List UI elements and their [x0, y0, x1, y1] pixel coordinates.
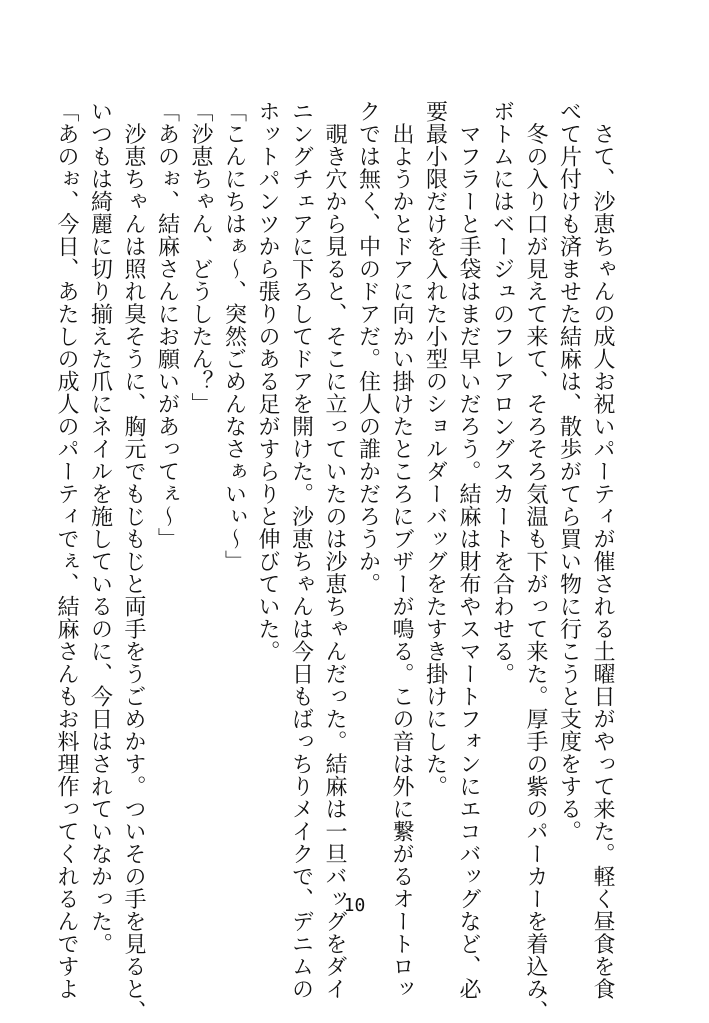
text-line: 冬の入り口が見えて来て、そろそろ気温も下がって来た。厚手の紫のパーカーを着込み、 [523, 100, 548, 1023]
text-line: 出ようかとドアに向かい掛けたところにブザーが鳴る。この音は外に繋がるオートロッ [389, 100, 414, 1000]
text-line: 「あのぉ、結麻さんにお願いがあってぇ〜」 [154, 100, 180, 550]
text-line: 「こんにちはぁ〜、突然ごめんなさぁいぃ〜」 [221, 100, 247, 573]
text-line: さて、沙恵ちゃんの成人お祝いパーティが催される土曜日がやって来た。軽く昼食を食 [590, 100, 615, 1000]
text-line: 覗き穴から見ると、そこに立っていたのは沙恵ちゃんだった。結麻は一旦バッグをダイ [322, 100, 347, 1000]
text-line: いつもは綺麗に切り揃えた爪にネイルを施しているのに、今日はされていなかった。 [87, 100, 113, 955]
text-line: ニングチェアに下ろしてドアを開けた。沙恵ちゃんは今日もばっちりメイクで、デニムの [288, 100, 314, 1000]
text-line: 「あのぉ、今日、あたしの成人のパーティでぇ、結麻さんもお料理作ってくれるんですよ [54, 100, 79, 1000]
text-line: 沙恵ちゃんは照れ臭そうに、胸元でもじもじと両手をうごめかす。ついその手を見ると、 [121, 100, 146, 1023]
text-line: べて片付けも済ませた結麻は、散歩がてら買い物に行こうと支度をする。 [556, 100, 582, 843]
text-line: 要最小限だけを入れた小型のショルダーバッグをたすき掛けにした。 [422, 100, 448, 798]
text-line: ホットパンツから張りのある足がすらりと伸びていた。 [255, 100, 280, 663]
text-line: 「沙恵ちゃん、どうしたん？」 [188, 100, 213, 415]
page-number: 10 [343, 895, 366, 916]
text-line: クでは無く、中のドアだ。住人の誰かだろうか。 [355, 100, 381, 595]
text-line: マフラーと手袋はまだ早いだろう。結麻は財布やスマートフォンにエコバッグなど、必 [456, 100, 481, 1000]
text-line: ボトムにはベージュのフレアロングスカートを合わせる。 [489, 100, 515, 685]
